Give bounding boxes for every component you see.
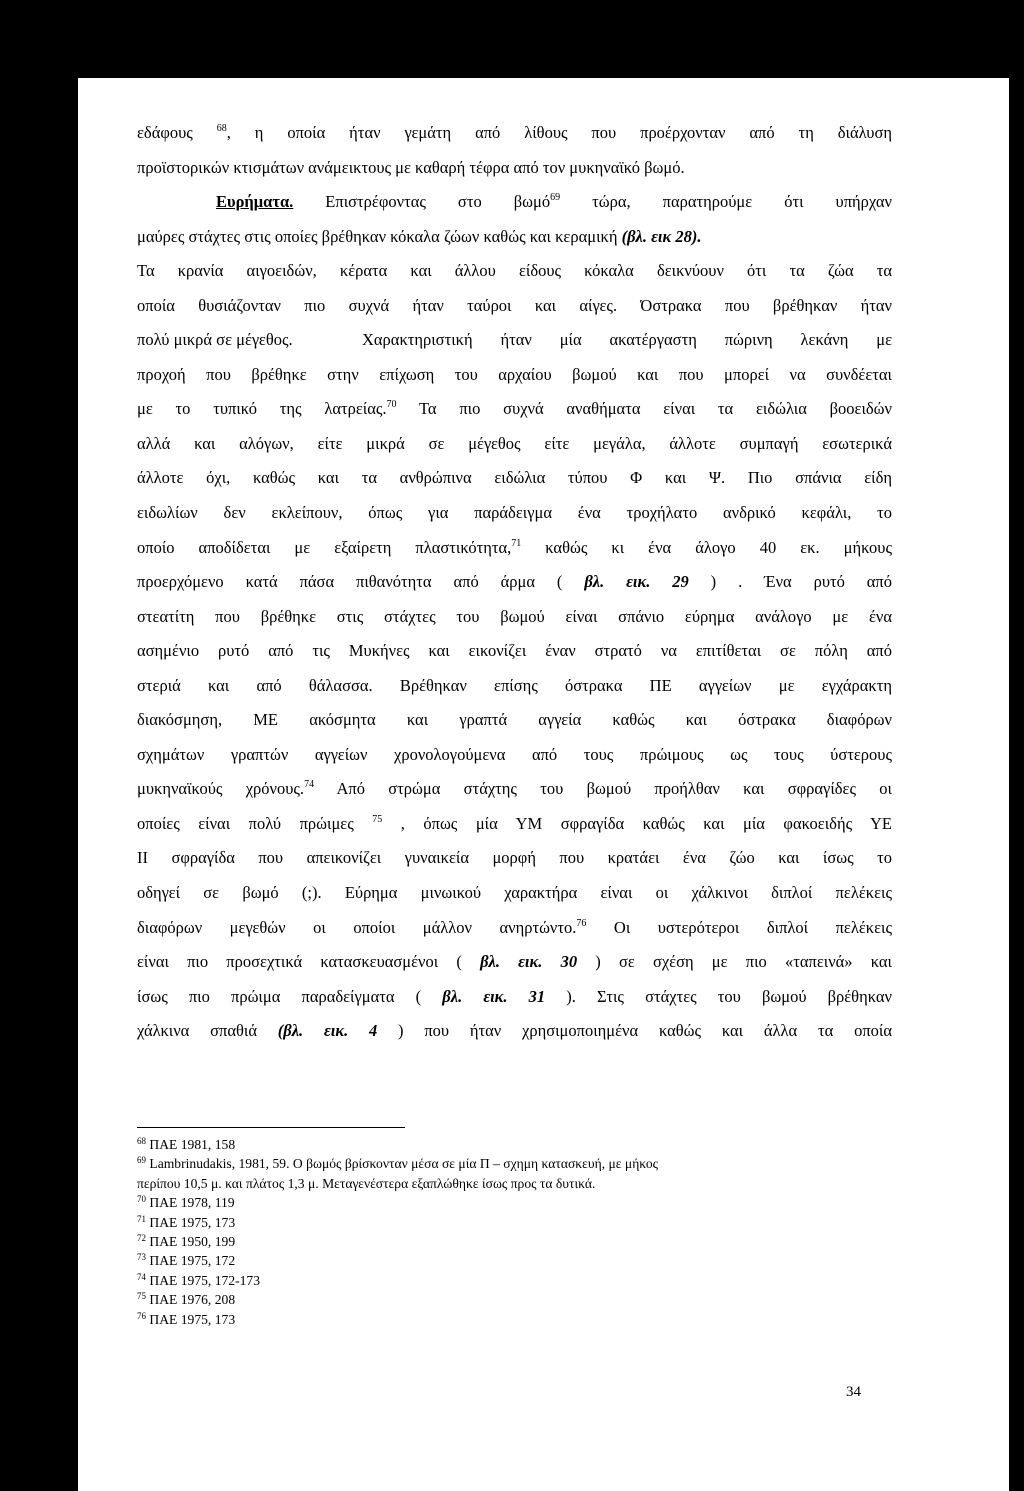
body-line bbox=[137, 358, 892, 393]
body-line bbox=[137, 807, 892, 842]
text-run: προχοή που βρέθηκε στην επίχωση του αρχαίου βωμού και που μπορεί να συνδέεται bbox=[137, 364, 892, 384]
text-run: διακόσμηση, ΜΕ ακόσμητα και γραπτά αγγεία καθώς και όστρακα διαφόρων bbox=[137, 710, 892, 730]
body-line bbox=[137, 876, 892, 911]
footnote bbox=[137, 1135, 897, 1154]
body-line bbox=[137, 496, 892, 531]
footnote-number: 71 bbox=[137, 1213, 146, 1224]
text-run: , όπως μία ΥΜ σφραγίδα καθώς και μία φακοειδής ΥΕ bbox=[382, 813, 892, 833]
footnote-text: ΠΑΕ 1975, 173 bbox=[146, 1214, 236, 1230]
text-run: Χαρακτηριστική ήταν μία ακατέργαστη πώρινη λεκάνη με bbox=[362, 330, 892, 350]
footnote-text: ΠΑΕ 1976, 208 bbox=[146, 1292, 236, 1308]
footnote bbox=[137, 1232, 897, 1251]
body-line bbox=[137, 427, 892, 462]
footnote-text: ΠΑΕ 1981, 158 bbox=[146, 1137, 236, 1152]
footnote bbox=[137, 1251, 897, 1270]
footnote-text: ΠΑΕ 1975, 172 bbox=[146, 1253, 236, 1269]
text-run: ίσως πιο πρώιμα παραδείγματα ( bbox=[137, 986, 443, 1006]
text-run: τώρα, παρατηρούμε ότι υπήρχαν bbox=[560, 192, 892, 212]
body-line bbox=[137, 911, 892, 946]
text-run: είναι πιο προσεχτικά κατασκευασμένοι ( bbox=[137, 952, 481, 972]
text-run: βλ. εικ. 30 bbox=[480, 952, 578, 972]
body-line bbox=[137, 703, 892, 738]
text-run: ειδωλίων δεν εκλείπουν, όπως για παράδειγμα ένα τροχήλατο ανδρικό κεφάλι, το bbox=[137, 503, 892, 523]
footnote bbox=[137, 1213, 897, 1232]
footnote-ref: 70 bbox=[386, 399, 397, 411]
footnote-number: 68 bbox=[137, 1136, 146, 1146]
body-line bbox=[137, 461, 892, 496]
footnote-ref: 68 bbox=[216, 123, 227, 134]
footnote-text: ΠΑΕ 1975, 173 bbox=[146, 1311, 236, 1327]
text-run: , η οποία ήταν γεμάτη από λίθους που προέρχονταν από τη διάλυση bbox=[226, 123, 892, 142]
body-line bbox=[137, 220, 892, 255]
footnote-text: ΠΑΕ 1978, 119 bbox=[146, 1195, 235, 1211]
text-run: αλλά και αλόγων, είτε μικρά σε μέγεθος είτε μεγάλα, άλλοτε συμπαγή εσωτερικά bbox=[137, 433, 892, 453]
text-run: μαύρες στάχτες στις οποίες βρέθηκαν κόκαλα ζώων καθώς και κεραμική bbox=[137, 226, 622, 246]
body-line bbox=[137, 980, 892, 1015]
body-line bbox=[137, 841, 892, 876]
footnote-text: ΠΑΕ 1975, 172-173 bbox=[146, 1272, 261, 1288]
text-run: Από στρώμα στάχτης του βωμού προήλθαν και σφραγίδες οι bbox=[314, 779, 892, 799]
text-run: βλ. εικ. 29 bbox=[584, 572, 689, 592]
footnote bbox=[137, 1271, 897, 1290]
text-run: διαφόρων μεγεθών οι οποίοι μάλλον ανηρτώντο. bbox=[137, 917, 577, 937]
text-run: οδηγεί σε βωμό (;). Εύρημα μινωικού χαρακτήρα είναι οι χάλκινοι διπλοί πελέκεις bbox=[137, 883, 892, 903]
page-number: 34 bbox=[846, 1384, 861, 1400]
text-run: μυκηναϊκούς χρόνους. bbox=[137, 779, 305, 799]
text-run: (βλ. εικ 28). bbox=[621, 226, 702, 246]
body-line bbox=[137, 254, 892, 289]
text-run: εδάφους bbox=[137, 123, 217, 142]
text-run: ) που ήταν χρησιμοποιημένα καθώς και άλλα τα οποία bbox=[377, 1021, 892, 1041]
body-line bbox=[137, 116, 892, 151]
text-run: στεριά και από θάλασσα. Βρέθηκαν επίσης όστρακα ΠΕ αγγείων με εγχάρακτη bbox=[137, 675, 892, 695]
footnote bbox=[137, 1154, 897, 1173]
text-run: με το τυπικό της λατρείας. bbox=[137, 399, 387, 419]
footnote-ref: 71 bbox=[511, 537, 522, 549]
text-run: ) . Ένα ρυτό από bbox=[688, 572, 893, 592]
text-run: πολύ μικρά σε μέγεθος. bbox=[137, 330, 293, 350]
footnote-number: 72 bbox=[137, 1232, 146, 1243]
footnote bbox=[137, 1290, 897, 1309]
text-run: Τα κρανία αιγοειδών, κέρατα και άλλου είδους κόκαλα δεικνύουν ότι τα ζώα τα bbox=[137, 261, 892, 281]
footnote-number: 76 bbox=[137, 1310, 146, 1321]
text-run: οποίο αποδίδεται με εξαίρετη πλαστικότητα, bbox=[137, 537, 512, 557]
body-line bbox=[137, 600, 892, 635]
footnote-separator bbox=[137, 1127, 405, 1128]
footnote-ref: 76 bbox=[576, 917, 587, 929]
text-run: προερχόμενο κατά πάσα πιθανότητα από άρμα ( bbox=[137, 572, 585, 592]
body-text bbox=[137, 116, 892, 1049]
footnote bbox=[137, 1174, 897, 1193]
body-line bbox=[137, 669, 892, 704]
footnote-number: 75 bbox=[137, 1291, 146, 1302]
text-run: ΙΙ σφραγίδα που απεικονίζει γυναικεία μορφή που κρατάει ένα ζώο και ίσως το bbox=[137, 848, 892, 868]
footnote-ref: 69 bbox=[550, 192, 561, 204]
text-run: Τα πιο συχνά αναθήματα είναι τα ειδώλια βοοειδών bbox=[396, 399, 892, 419]
text-run: χάλκινα σπαθιά bbox=[137, 1021, 278, 1041]
footnote-text: περίπου 10,5 μ. και πλάτος 1,3 μ. Μεταγενέστερα εξαπλώθηκε ίσως προς τα δυτικά. bbox=[137, 1175, 596, 1191]
footnote-text: ΠΑΕ 1950, 199 bbox=[146, 1233, 236, 1249]
footnote-number: 73 bbox=[137, 1252, 146, 1263]
text-run: καθώς κι ένα άλογο 40 εκ. μήκους bbox=[521, 537, 892, 557]
body-line bbox=[137, 738, 892, 773]
text-run: οποία θυσιάζονταν πιο συχνά ήταν ταύροι και αίγες. Όστρακα που βρέθηκαν ήταν bbox=[137, 295, 892, 315]
footnote bbox=[137, 1193, 897, 1212]
text-run: προϊστορικών κτισμάτων ανάμεικτους με καθαρή τέφρα από τον μυκηναϊκό βωμό. bbox=[137, 157, 685, 177]
body-line bbox=[137, 634, 892, 669]
footnote-ref: 74 bbox=[304, 779, 315, 791]
text-run: σχημάτων γραπτών αγγείων χρονολογούμενα από τους πρώιμους ως τους ύστερους bbox=[137, 744, 892, 764]
body-line bbox=[137, 151, 892, 186]
text-run: οποίες είναι πολύ πρώιμες bbox=[137, 813, 373, 833]
text-run: στεατίτη που βρέθηκε στις στάχτες του βωμού είναι σπάνιο εύρημα ανάλογο με ένα bbox=[137, 606, 892, 626]
body-line bbox=[137, 392, 892, 427]
footnote bbox=[137, 1310, 897, 1329]
body-line bbox=[137, 772, 892, 807]
text-run: βλ. εικ. 31 bbox=[442, 986, 546, 1006]
body-line bbox=[137, 1014, 892, 1049]
body-line bbox=[137, 945, 892, 980]
text-run: Ευρήματα. bbox=[216, 192, 294, 212]
footnote-text: Lambrinudakis, 1981, 59. Ο βωμός βρίσκονταν μέσα σε μία Π – σχημη κατασκευή, με μήκος bbox=[146, 1156, 659, 1172]
footnote-ref: 75 bbox=[372, 813, 383, 825]
text-run: ) σε σχέση με πιο «ταπεινά» και bbox=[577, 952, 892, 972]
footnotes bbox=[137, 1135, 897, 1329]
footnote-number: 69 bbox=[137, 1155, 146, 1166]
body-line bbox=[137, 185, 892, 220]
body-line bbox=[137, 289, 892, 324]
footnote-number: 70 bbox=[137, 1194, 146, 1205]
text-run: Επιστρέφοντας στο βωμό bbox=[293, 192, 551, 212]
text-run: Οι υστερότεροι διπλοί πελέκεις bbox=[586, 917, 892, 937]
body-line bbox=[137, 531, 892, 566]
text-run: (βλ. εικ. 4 bbox=[277, 1021, 378, 1041]
body-line bbox=[137, 565, 892, 600]
text-run: ). Στις στάχτες του βωμού βρέθηκαν bbox=[545, 986, 892, 1006]
text-run: άλλοτε όχι, καθώς και τα ανθρώπινα ειδώλια τύπου Φ και Ψ. Πιο σπάνια είδη bbox=[137, 468, 892, 488]
text-run: ασημένιο ρυτό από τις Μυκήνες και εικονίζει έναν στρατό να επιτίθεται σε πόλη από bbox=[137, 641, 892, 661]
footnote-number: 74 bbox=[137, 1271, 146, 1282]
